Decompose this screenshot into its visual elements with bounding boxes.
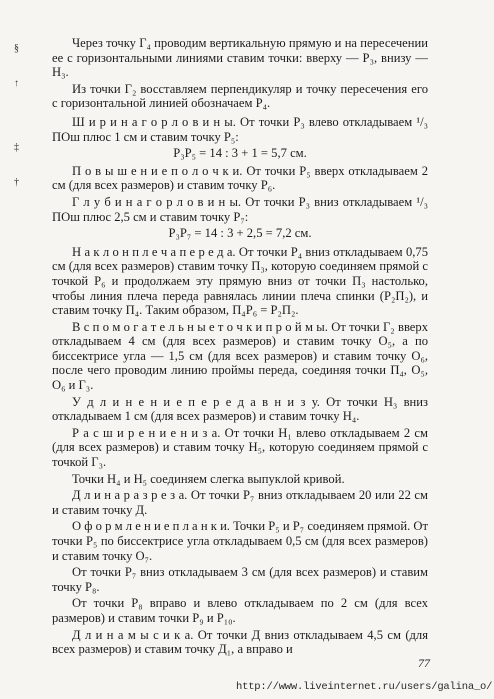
footer-url[interactable]: http://www.liveinternet.ru/users/galina_o/ — [236, 681, 493, 693]
paragraph: Н а к л о н п л е ч а п е р е д а. От точки Р₄ вниз откладываем 0,75 см (для всех размеров) ставим точку П₃, которую соединяем прямой с точкой Р₆ и продолжаем эту прямую вниз от точки П₃ настолько, чтобы линия плеча переда равнялась линии плеча спинки (Р₂П₂), и ставим точку П₄. Таким образом, П₄Р₆ = Р₂П₂. — [52, 244, 428, 318]
formula: Р₃Р₇ = 14 : 3 + 2,5 = 7,2 см. — [168, 226, 312, 241]
paragraph: О ф о р м л е н и е п л а н к и. Точки Р₅ и Р₇ соединяем прямой. От точки Р₅ по биссектрисе угла откладываем 0,5 см (для всех размеров) и ставим точку О₇. — [52, 519, 428, 563]
paragraph: Р а с ш и р е н и е н и з а. От точки Н₁ влево откладываем 2 см (для всех размеров) и ставим точку Н₅, которую соединяем прямой с точкой Г₃. — [52, 425, 428, 470]
margin-mark: ‡ — [14, 142, 19, 153]
paragraph: П о в ы ш е н и е п о л о ч к и. От точки Р₅ вверх откладываем 2 см (для всех размеров) и ставим точку Р₆. — [52, 163, 428, 193]
margin-mark: ↑ — [14, 78, 19, 89]
paragraph: Д л и н а р а з р е з а. От точки Р₇ вниз откладываем 20 или 22 см и ставим точку Д. — [52, 488, 428, 517]
paragraph: Г л у б и н а г о р л о в и н ы. От точки Р₃ вниз откладываем ¹/₃ ПОш плюс 2,5 см и ставим точку Р₇: — [52, 194, 428, 224]
paragraph: От точки Р₇ вниз откладываем 3 см (для всех размеров) и ставим точку Р₈. — [52, 565, 428, 594]
paragraph: В с п о м о г а т е л ь н ы е т о ч к и п р о й м ы. От точки Г₂ вверх откладываем 4 см (для всех размеров) и ставим точку О₅, а по биссектрисе угла — 1,5 см (для всех размеров) и ставим точку О₆, после чего проводим линию проймы переда, соединяя точки П₄, О₅, О₆ и Г₃. — [52, 319, 428, 393]
page-number: 77 — [418, 656, 430, 670]
paragraph: У д л и н е н и е п е р е д а в н и з у. От точки Н₃ вниз откладываем 1 см (для всех размеров) и ставим точку Н₄. — [52, 394, 428, 424]
body-text — [52, 36, 428, 659]
paragraph: От точки Р₈ вправо и влево откладываем по 2 см (для всех размеров) и ставим точки Р₉ и Р₁₀. — [52, 596, 428, 625]
formula: Р₃Р₅ = 14 : 3 + 1 = 5,7 см. — [173, 146, 307, 161]
paragraph: Точки Н₄ и Н₅ соединяем слегка выпуклой кривой. — [72, 471, 345, 486]
paragraph: Ш и р и н а г о р л о в и н ы. От точки Р₃ влево откладываем ¹/₃ ПОш плюс 1 см и ставим точку Р₅: — [52, 114, 428, 144]
margin-mark: § — [14, 43, 19, 54]
margin-marks — [14, 44, 28, 213]
margin-mark: † — [14, 177, 19, 188]
paragraph: Д л и н а м ы с и к а. От точки Д вниз откладываем 4,5 см (для всех размеров) и ставим точку Д₁, а вправо и — [52, 627, 428, 657]
paragraph: Из точки Г₂ восставляем перпендикуляр и точку пересечения его с горизонтальной линией обозначаем Р₄. — [52, 81, 428, 111]
paragraph: Через точку Г₄ проводим вертикальную прямую и на пересечении ее с горизонтальными линиями ставим точки: вверху — Р₃, внизу — Н₃. — [52, 36, 428, 80]
